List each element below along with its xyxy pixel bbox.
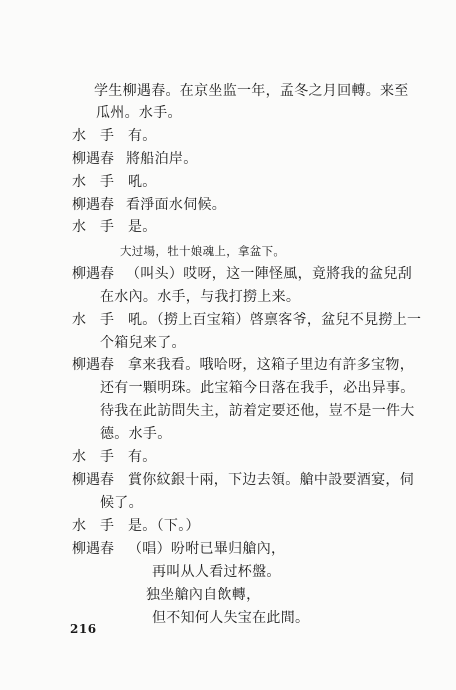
speaker-name: 柳遇春 (72, 197, 114, 213)
dialogue-text: 吼。 (128, 174, 157, 190)
song-line: 但不知何人失宝在此間。 (152, 610, 310, 626)
page-number: 216 (70, 622, 97, 636)
dialogue-text: 將船泊岸。 (126, 151, 198, 167)
dialogue-text: （叫头）哎呀，这一陣怪風，竟將我的盆兒刮 (126, 266, 412, 282)
song-line: 独坐艙內自飲轉， (146, 587, 261, 603)
speaker-name: 柳遇春 (72, 266, 114, 282)
speaker-name: 水 手 (72, 312, 114, 328)
dialogue-text: 在水內。水手，与我打撈上来。 (100, 289, 301, 305)
speaker-name: 水 手 (72, 518, 114, 534)
dialogue-text: 是。 (128, 219, 157, 235)
song-line: 再叫从人看过杯盤。 (152, 564, 281, 580)
dialogue-text: 拿来我看。哦哈呀，这箱子里边有許多宝物， (128, 357, 414, 373)
speaker-name: 水 手 (72, 219, 114, 235)
text-line: 瓜州。水手。 (96, 105, 182, 121)
speaker-name: 水 手 (72, 174, 114, 190)
text-line: 学生柳遇春。在京坐监一年，孟冬之月回轉。来至 (94, 83, 409, 99)
dialogue-text: 有。 (128, 449, 157, 465)
song-line: （唱）吩咐已畢归艙內， (128, 541, 286, 557)
speaker-name: 水 手 (72, 449, 114, 465)
dialogue-text: 有。 (128, 128, 157, 144)
dialogue-text: 賞你紋銀十兩，下边去領。艙中設要酒宴，伺 (128, 472, 414, 488)
speaker-name: 柳遇春 (72, 151, 114, 167)
dialogue-text: 个箱兒来了。 (100, 335, 186, 351)
speaker-name: 柳遇春 (72, 541, 114, 557)
stage-direction: 大过場，牡十娘魂上，拿盆下。 (120, 244, 286, 258)
speaker-name: 柳遇春 (72, 357, 114, 373)
dialogue-text: 看淨面水伺候。 (126, 197, 227, 213)
dialogue-text: 德。水手。 (100, 426, 172, 442)
dialogue-text: 还有一顆明珠。此宝箱今日落在我手，必出异事。 (100, 380, 415, 396)
dialogue-text: 吼。（撈上百宝箱）啓禀客爷，盆兒不見撈上一 (128, 312, 422, 328)
speaker-name: 柳遇春 (72, 472, 114, 488)
dialogue-text: 是。（下。） (128, 518, 200, 534)
speaker-name: 水 手 (72, 128, 114, 144)
dialogue-text: 待我在此訪問失主，訪着定要还他，豈不是一件大 (100, 403, 415, 419)
dialogue-text: 候了。 (100, 495, 143, 511)
